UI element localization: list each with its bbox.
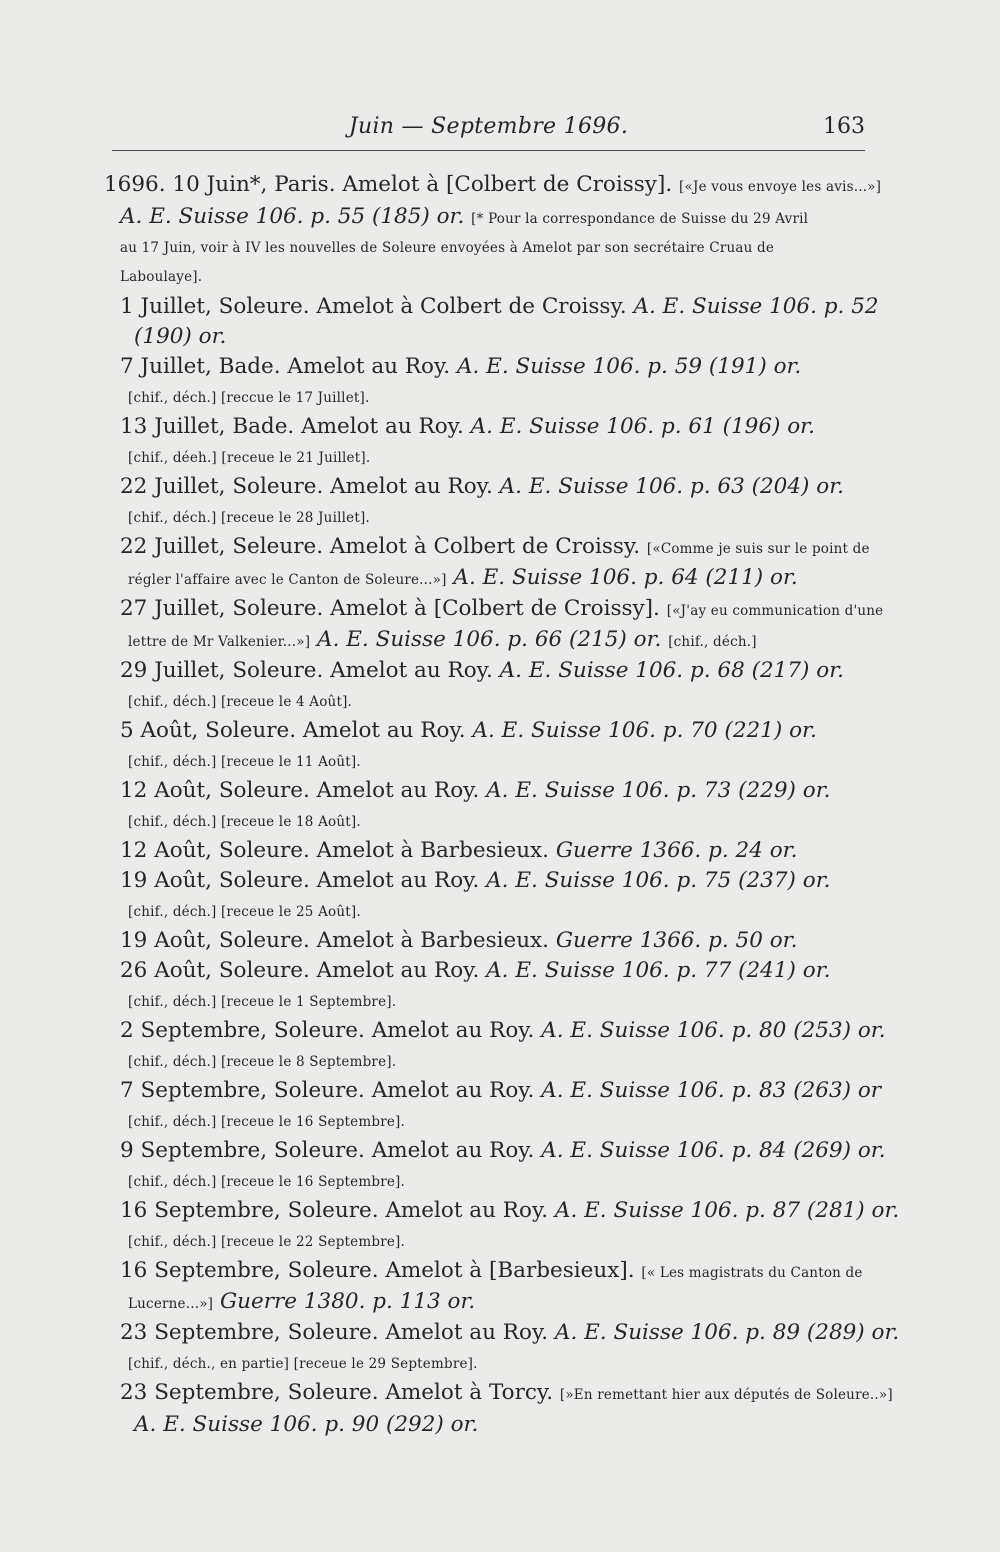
entry-note: [chif., déch.] [receue le 16 Septembre]. — [128, 1114, 406, 1130]
entry-note-line — [120, 746, 867, 776]
entry-text: Amelot à [Colbert de Croissy]. — [342, 172, 673, 197]
entry-main: 13 Juillet, Bade. Amelot au Roy. — [120, 414, 464, 439]
entry-note: [»En remettant hier aux députés de Soleure..»] — [559, 1387, 893, 1403]
entry-note-line — [120, 382, 867, 412]
entry-main: 12 Août, Soleure. Amelot à Barbesieux. — [120, 838, 550, 863]
entry-line — [120, 776, 867, 806]
entry-line — [112, 202, 867, 234]
entry-line — [104, 170, 882, 202]
entry-note: [chif., déch.] [receue le 4 Août]. — [128, 694, 353, 710]
entry-ref: Guerre 1366. p. 50 or. — [555, 928, 798, 953]
entry-lines — [112, 292, 900, 1440]
entry-ref: A. E. Suisse 106. p. 52 — [633, 294, 879, 319]
entry-main: 19 Août, Soleure. Amelot à Barbesieux. — [120, 928, 550, 953]
entry-note-line — [120, 1046, 867, 1076]
entry-year: 1696. — [104, 172, 166, 197]
page-number: 163 — [823, 114, 865, 139]
entry-note: [chif., déch.] [receue le 22 Septembre]. — [128, 1234, 406, 1250]
entry-line — [120, 656, 867, 686]
entry-note-line — [120, 1166, 867, 1196]
entry-ref: A. E. Suisse 106. p. 77 (241) or. — [486, 958, 831, 983]
entry-line — [120, 1016, 886, 1046]
entry-date: 10 Juin*, Paris. — [172, 172, 336, 197]
entry-note: [chif., déch.] [receue le 25 Août]. — [128, 904, 361, 920]
entry-main: 27 Juillet, Soleure. Amelot à [Colbert de Croissy]. — [120, 596, 660, 621]
entry-note: [chif., déch.] [receue le 16 Septembre]. — [128, 1174, 406, 1190]
entry-line — [120, 956, 867, 986]
entry-first — [104, 170, 882, 292]
entry-note: [chif., déch.] [receue le 18 Août]. — [128, 814, 361, 830]
entry-main: 22 Juillet, Soleure. Amelot au Roy. — [120, 474, 493, 499]
entry-line — [120, 1378, 893, 1410]
entry-main: 16 Septembre, Soleure. Amelot au Roy. — [120, 1198, 549, 1223]
entry-line — [120, 1318, 900, 1348]
entry-main: 22 Juillet, Seleure. Amelot à Colbert de Croissy. — [120, 534, 641, 559]
entry-line — [120, 412, 867, 442]
entry-line — [120, 836, 867, 866]
entry-note-line — [120, 1288, 867, 1318]
entry-main: 12 Août, Soleure. Amelot au Roy. — [120, 778, 480, 803]
page-header — [112, 110, 865, 151]
entry-ref: A. E. Suisse 106. p. 83 (263) or — [541, 1078, 882, 1103]
entry-line — [120, 472, 867, 502]
entry-note-line — [120, 806, 867, 836]
entry-ref: A. E. Suisse 106. p. 80 (253) or. — [541, 1018, 886, 1043]
entry-line — [120, 926, 867, 956]
entry-note-line: Laboulaye]. — [120, 269, 203, 285]
entry-ref: A. E. Suisse 106. p. 59 (191) or. — [456, 354, 802, 379]
entry-ref: Guerre 1366. p. 24 or. — [555, 838, 798, 863]
entry-ref: A. E. Suisse 106. p. 66 (215) or. — [317, 627, 662, 652]
entry-main: 1 Juillet, Soleure. Amelot à Colbert de Croissy. — [120, 294, 627, 319]
entry-note-line — [120, 686, 867, 716]
entry-note: [«Je vous envoye les avis...»] — [679, 179, 882, 195]
entry-line — [120, 1410, 867, 1440]
entry-note: [chif., déch.] — [668, 634, 757, 650]
entry-note-line — [120, 1226, 867, 1256]
entry-note-line: au 17 Juin, voir à IV les nouvelles de Soleure envoyées à Amelot par son secrétaire Cruau de — [120, 240, 775, 256]
entry-line — [120, 1196, 900, 1226]
entry-ref: A. E. Suisse 106. p. 63 (204) or. — [499, 474, 844, 499]
entry-note: régler l'affaire avec le Canton de Soleure...»] — [128, 572, 447, 588]
entries-list — [104, 170, 900, 1440]
entry-ref: A. E. Suisse 106. p. 55 (185) or. — [120, 204, 465, 229]
entry-ref: A. E. Suisse 106. p. 75 (237) or. — [486, 868, 831, 893]
entry-note-line — [120, 502, 867, 532]
entry-note: [chif., déch., en partie] [receue le 29 Septembre]. — [128, 1356, 478, 1372]
entry-note-line — [120, 986, 867, 1016]
entry-note: [«J'ay eu communication d'une — [666, 603, 884, 619]
running-title: Juin — Septembre 1696. — [348, 114, 629, 139]
entry-note: Lucerne...»] — [128, 1296, 214, 1312]
entry-note: [«Comme je suis sur le point de — [646, 541, 870, 557]
entry-ref: (190) or. — [134, 324, 227, 349]
entry-main: 7 Septembre, Soleure. Amelot au Roy. — [120, 1078, 535, 1103]
entry-line — [120, 532, 870, 564]
entry-ref: A. E. Suisse 106. p. 61 (196) or. — [470, 414, 815, 439]
entry-line — [120, 1136, 886, 1166]
entry-main: 2 Septembre, Soleure. Amelot au Roy. — [120, 1018, 535, 1043]
entry-note-line — [120, 626, 867, 656]
entry-note-line — [120, 1348, 867, 1378]
entry-line — [120, 352, 867, 382]
entry-ref: A. E. Suisse 106. p. 73 (229) or. — [486, 778, 831, 803]
entry-main: 23 Septembre, Soleure. Amelot au Roy. — [120, 1320, 549, 1345]
entry-line — [120, 594, 884, 626]
entry-main: 29 Juillet, Soleure. Amelot au Roy. — [120, 658, 493, 683]
entry-main: 26 Août, Soleure. Amelot au Roy. — [120, 958, 480, 983]
entry-line — [120, 292, 879, 322]
entry-note-line — [120, 896, 867, 926]
entry-note: [« Les magistrats du Canton de — [641, 1265, 863, 1281]
entry-line — [120, 716, 867, 746]
entry-ref: A. E. Suisse 106. p. 84 (269) or. — [541, 1138, 886, 1163]
entry-main: 9 Septembre, Soleure. Amelot au Roy. — [120, 1138, 535, 1163]
entry-main: 5 Août, Soleure. Amelot au Roy. — [120, 718, 466, 743]
entry-line — [120, 322, 867, 352]
entry-ref: A. E. Suisse 106. p. 90 (292) or. — [134, 1412, 479, 1437]
entry-ref: Guerre 1380. p. 113 or. — [220, 1289, 476, 1314]
entry-ref: A. E. Suisse 106. p. 89 (289) or. — [554, 1320, 900, 1345]
entry-main: 16 Septembre, Soleure. Amelot à [Barbesieux]. — [120, 1258, 635, 1283]
entry-note: [chif., déch.] [receue le 8 Septembre]. — [128, 1054, 397, 1070]
entry-note: [* Pour la correspondance de Suisse du 29 Avril — [471, 211, 809, 227]
entry-line — [120, 1076, 882, 1106]
entry-line — [120, 866, 867, 896]
entry-note: [chif., déch.] [receue le 11 Août]. — [128, 754, 361, 770]
entry-note-line — [120, 1106, 867, 1136]
entry-note-line — [120, 442, 867, 472]
entry-ref: A. E. Suisse 106. p. 70 (221) or. — [472, 718, 817, 743]
entry-ref: A. E. Suisse 106. p. 64 (211) or. — [453, 565, 798, 590]
entry-ref: A. E. Suisse 106. p. 87 (281) or. — [554, 1198, 900, 1223]
entry-main: 7 Juillet, Bade. Amelot au Roy. — [120, 354, 451, 379]
entry-note: [chif., déch.] [receue le 28 Juillet]. — [128, 510, 370, 526]
entry-note: lettre de Mr Valkenier...»] — [128, 634, 311, 650]
entry-main: 19 Août, Soleure. Amelot au Roy. — [120, 868, 480, 893]
entry-note-line — [120, 564, 867, 594]
entry-line — [120, 1256, 867, 1288]
entry-note: [chif., déch.] [reccue le 17 Juillet]. — [128, 390, 370, 406]
entry-ref: A. E. Suisse 106. p. 68 (217) or. — [499, 658, 844, 683]
entry-note: [chif., déeh.] [receue le 21 Juillet]. — [128, 450, 371, 466]
entry-main: 23 Septembre, Soleure. Amelot à Torcy. — [120, 1380, 554, 1405]
entry-note: [chif., déch.] [receue le 1 Septembre]. — [128, 994, 397, 1010]
